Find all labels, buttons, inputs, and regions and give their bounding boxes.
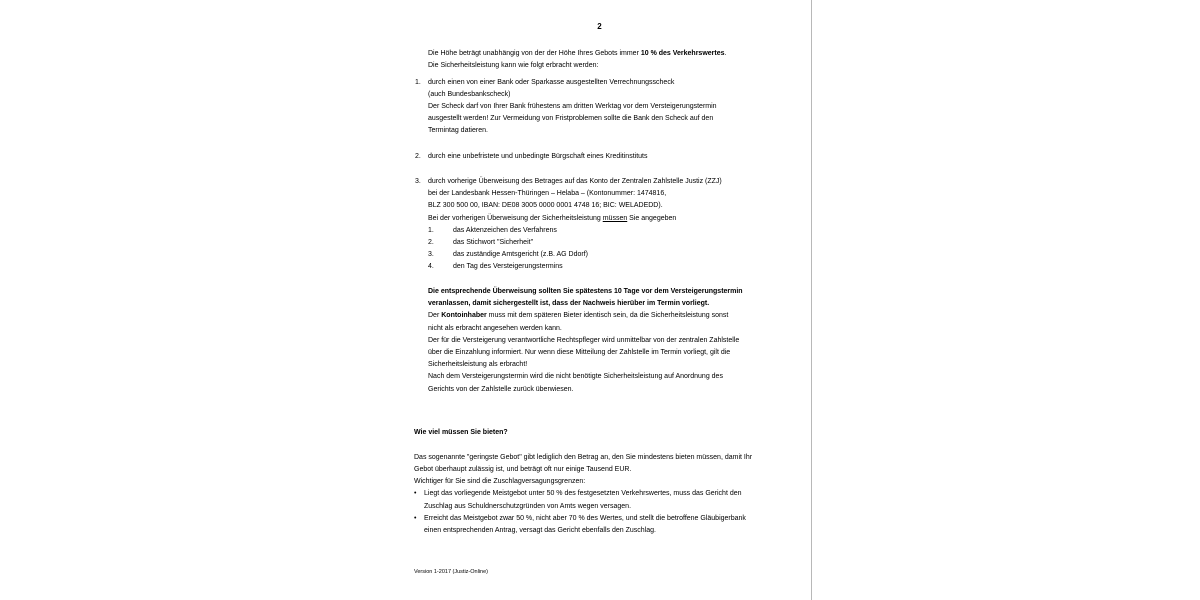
sublist-item-1 (428, 225, 758, 237)
instruction-underlined-text: müssen (602, 214, 628, 222)
sublist-text: das Stichwort "Sicherheit" (453, 239, 534, 246)
section-paragraph-line: Gebot überhaupt zulässig ist, und beträgt oft nur einige Tausend EUR. (414, 465, 632, 473)
instruction-text-end: Sie angegeben (627, 214, 677, 222)
bullet-line: Zuschlag aus Schuldnerschutzgründen von Amts wegen versagen. (424, 502, 632, 510)
intro-text: Die Höhe beträgt unabhängig von der der Höhe Ihres Gebots immer (428, 50, 641, 57)
final-line: Nach dem Versteigerungstermin wird die nicht benötigte Sicherheitsleistung auf Anordnung des (428, 373, 723, 381)
version-footer: Version 1-2017 (Justiz-Online) (414, 569, 488, 575)
section-paragraph-line: Wichtiger für Sie sind die Zuschlagversagungsgrenzen: (414, 478, 586, 486)
bullet-item-2 (414, 513, 774, 537)
list-item-line: Der Scheck darf von Ihrer Bank frühestens am dritten Werktag vor dem Versteigerungstermin (428, 102, 717, 110)
bullet-dot: • (414, 490, 417, 498)
intro-line-1 (428, 48, 773, 60)
list-item-line: Termintag datieren. (428, 127, 488, 135)
kontoinhaber-line-2: nicht als erbracht angesehen werden kann. (428, 324, 562, 332)
sublist-item-4 (428, 261, 758, 273)
intro-paragraph (428, 48, 773, 72)
instruction-line (428, 213, 758, 225)
kontoinhaber-line (428, 310, 758, 322)
bidding-section (414, 427, 774, 537)
sublist-text: den Tag des Versteigerungstermins (453, 263, 563, 271)
bullet-item-1 (414, 488, 774, 512)
sublist-number: 3. (428, 251, 434, 259)
list-item-line: ausgestellt werden! Zur Vermeidung von Fristproblemen sollte die Bank den Scheck auf den (428, 115, 714, 123)
sublist-text: das zuständige Amtsgericht (z.B. AG Ddorf) (453, 251, 589, 259)
bullet-line: Liegt das vorliegende Meistgebot unter 50 % des festgesetzten Verkehrswertes, muss das Gericht den (424, 490, 742, 498)
sublist-item-3 (428, 249, 758, 261)
instruction-text: Bei der vorherigen Überweisung der Sicherheitsleistung (428, 214, 603, 222)
warning-line: veranlassen, damit sichergestellt ist, dass der Nachweis hierüber im Termin vorliegt. (428, 300, 710, 308)
sublist-number: 1. (428, 226, 434, 234)
list-item-number: 2. (415, 153, 421, 160)
final-line: Sicherheitsleistung als erbracht! (428, 361, 528, 369)
kontoinhaber-bold-text: Kontoinhaber (441, 312, 487, 320)
list-item-number: 3. (415, 178, 421, 185)
sublist-number: 4. (428, 263, 434, 271)
kontoinhaber-text: Der (428, 312, 442, 320)
sublist-item-2 (428, 237, 758, 249)
list-item-line: durch vorherige Überweisung des Betrages auf das Konto der Zentralen Zahlstelle Justiz (ZZJ) (428, 178, 722, 185)
list-item-line: bei der Landesbank Hessen-Thüringen – Helaba – (Kontonummer: 1474816, (428, 190, 667, 198)
section-heading: Wie viel müssen Sie bieten? (414, 429, 508, 436)
sublist-text: das Aktenzeichen des Verfahrens (453, 226, 557, 234)
section-paragraph-line: Das sogenannte "geringste Gebot" gibt lediglich den Betrag an, den Sie mindestens bieten müssen, damit Ihr (414, 453, 753, 461)
final-line: über die Einzahlung informiert. Nur wenn diese Mitteilung der Zahlstelle im Termin vorliegt, gilt die (428, 349, 731, 357)
intro-bold-text: 10 % des Verkehrswertes (640, 50, 725, 57)
list-item-number: 1. (415, 78, 421, 86)
final-line: Der für die Versteigerung verantwortliche Rechtspfleger wird unmittelbar von der zentralen Zahlstelle (428, 336, 740, 344)
bullet-dot: • (414, 514, 417, 522)
list-item-line: durch eine unbefristete und unbedingte Bürgschaft eines Kreditinstituts (428, 153, 648, 160)
bullet-line: Erreicht das Meistgebot zwar 50 %, nicht aber 70 % des Wertes, und stellt die betroffene Gläubigerbank (424, 514, 746, 522)
page-number: 2 (597, 22, 602, 31)
intro-line-2: Die Sicherheitsleistung kann wie folgt erbracht werden: (428, 62, 599, 70)
list-item-line: (auch Bundesbankscheck) (428, 90, 511, 98)
sublist-number: 2. (428, 239, 434, 246)
bullet-line: einen entsprechenden Antrag, versagt das Gericht ebenfalls den Zuschlag. (424, 526, 656, 534)
final-line: Gerichts von der Zahlstelle zurück überwiesen. (428, 385, 574, 393)
warning-line: Die entsprechende Überweisung sollten Sie spätestens 10 Tage vor dem Versteigerungstermin (428, 288, 743, 296)
kontoinhaber-text-end: muss mit dem späteren Bieter identisch sein, da die Sicherheitsleistung sonst (486, 312, 729, 320)
document-page (388, 0, 812, 600)
intro-text-end: . (724, 50, 727, 57)
list-item-line: durch einen von einer Bank oder Sparkasse ausgestellten Verrechnungsscheck (428, 78, 675, 86)
list-item-line: BLZ 300 500 00, IBAN: DE08 3005 0000 0001 4748 16; BIC: WELADEDD). (428, 202, 663, 210)
